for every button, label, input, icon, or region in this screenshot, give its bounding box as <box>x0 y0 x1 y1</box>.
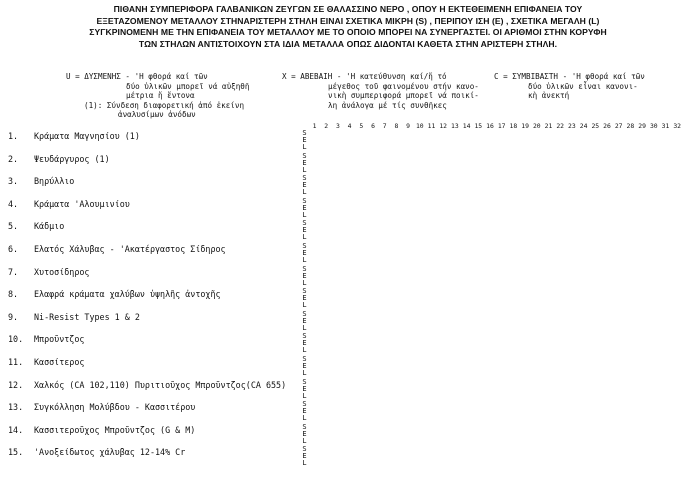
area-letter: L <box>302 165 307 174</box>
metal-name: Βηρύλλιο <box>34 176 75 187</box>
legend-x-line: λη ἀνάλογα μέ τίς συνθῆκες <box>328 100 447 110</box>
column-number: 5 <box>359 122 364 130</box>
legend-u-line: μέτρια ἤ ἔντονα <box>126 91 195 101</box>
area-letter: E <box>302 452 307 461</box>
area-letter: E <box>302 158 307 167</box>
area-letter: S <box>302 174 307 183</box>
metal-number: 11. <box>8 357 24 367</box>
metal-number: 10. <box>8 334 24 345</box>
column-number: 26 <box>603 122 611 130</box>
metal-number: 1. <box>8 131 19 141</box>
metal-row <box>8 402 195 412</box>
column-number: 15 <box>474 122 483 130</box>
column-number: 24 <box>579 122 588 130</box>
column-number: 6 <box>371 122 375 130</box>
column-number: 21 <box>544 122 553 130</box>
metal-row <box>8 176 74 186</box>
column-number: 28 <box>626 122 635 130</box>
legend-c <box>494 72 645 101</box>
area-letter: S <box>302 129 307 137</box>
area-letter: S <box>302 355 307 363</box>
column-number: 2 <box>324 122 329 130</box>
metal-number: 6. <box>8 244 19 254</box>
legend-x-line: X = ΑΒΕΒΑΙΗ - 'Η κατεύθυνση καί/ἤ τό <box>282 72 447 81</box>
metal-row <box>8 289 221 299</box>
metal-name: Μπροῦντζος <box>34 334 85 345</box>
metal-name: Κάδμιο <box>34 221 65 232</box>
area-letter: S <box>302 219 307 228</box>
column-number: 18 <box>509 122 518 130</box>
column-number: 8 <box>394 122 399 130</box>
metal-row <box>8 447 185 457</box>
area-letter: E <box>302 203 307 212</box>
area-letter: L <box>302 323 307 332</box>
area-letter: L <box>302 278 307 287</box>
metal-name: Ελαφρά κράματα χαλύβων ὑψηλῆς ἀντοχῆς <box>34 289 221 300</box>
area-letter: E <box>302 181 307 190</box>
column-number: 19 <box>521 122 529 130</box>
column-number: 4 <box>347 122 352 130</box>
legend-x-line: μέγεθος τοῦ φαινομένου στήν κανο- <box>328 81 479 91</box>
area-letter: S <box>302 422 307 431</box>
metal-name: Ελατός Χάλυβας - 'Ακατέργαστος Σίδηρος <box>34 244 226 254</box>
metal-row <box>8 199 130 209</box>
metal-row <box>8 267 89 277</box>
area-letter: L <box>302 436 307 445</box>
area-letter: L <box>302 188 307 197</box>
metal-row <box>8 357 84 367</box>
legend-u-line: δύο ὑλικῶν μπορεῖ νά αὐξηθῆ <box>126 81 250 91</box>
header-line-1: ΠΙΘΑΝΗ ΣΥΜΠΕΡΙΦΟΡΑ ΓΑΛΒΑΝΙΚΩΝ ΖΕΥΓΩΝ ΣΕ ΘΑΛΑΣΣΙΝΟ ΝΕΡΟ , ΟΠΟΥ Η ΕΚΤΕΘΕΙΜΕΝΗ ΕΠΙΦΑΝΕΙΑ ΤΟΥ <box>113 4 583 14</box>
column-number: 23 <box>568 122 576 130</box>
column-number: 9 <box>406 122 411 130</box>
legend-u-line: ἀναλυσίμων ἀνόδων <box>118 110 196 120</box>
area-letter: E <box>302 384 307 393</box>
metal-number: 15. <box>8 447 24 458</box>
area-letter: S <box>302 332 307 341</box>
area-letter: E <box>302 407 307 416</box>
metal-name: 'Ανοξείδωτος χάλυβας 12-14% Cr <box>34 447 186 458</box>
area-letter: S <box>302 242 307 250</box>
legend-c-line: δύο ὑλικῶν εἶναι κανονι- <box>528 81 638 91</box>
metal-number: 14. <box>8 424 24 435</box>
column-number: 1 <box>312 122 317 130</box>
area-letter: E <box>302 316 307 325</box>
metal-number: 12. <box>8 379 24 390</box>
metal-number: 5. <box>8 221 19 232</box>
area-letter: E <box>302 136 307 144</box>
header-line-3: ΣΥΓΚΡΙΝΟΜΕΝΗ ΜΕ ΤΗΝ ΕΠΙΦΑΝΕΙΑ ΤΟΥ ΜΕΤΑΛΛΟΥ ΜΕ ΤΟ ΟΠΟΙΟ ΜΠΟΡΕΙ ΝΑ ΣΥΝΕΡΓΑΣΤΕΙ. ΟΙ ΑΡΙΘΜΟΙ ΣΤΗΝ ΚΟΡΥΦΗ <box>89 27 607 38</box>
area-letter: E <box>302 339 307 348</box>
area-letter: E <box>302 362 307 370</box>
metal-number: 4. <box>8 198 19 209</box>
area-letter: E <box>302 429 307 438</box>
area-letter: S <box>302 377 307 386</box>
area-letter: S <box>302 264 307 273</box>
area-letter: L <box>302 346 307 355</box>
column-number: 27 <box>614 122 623 130</box>
area-letter: L <box>302 414 307 423</box>
metal-row <box>8 312 140 322</box>
legend-c-line: κὴ ἀνεκτή <box>528 91 570 101</box>
metal-name: Κασσιτεροῦχος Μπροῦντζος (G & M) <box>34 424 196 435</box>
column-number: 11 <box>427 122 436 130</box>
area-letter: S <box>302 287 307 296</box>
metal-number: 3. <box>8 176 19 187</box>
legend-c-line: C = ΣΥΜΒΙΒΑΣΤΗ - 'Η φθορά καί τῶν <box>494 72 645 81</box>
area-letter: L <box>302 233 307 242</box>
area-letter: E <box>302 226 307 235</box>
area-letter: E <box>302 249 307 257</box>
legend-u <box>66 72 249 120</box>
area-letter: L <box>302 459 307 468</box>
column-number: 7 <box>382 122 387 130</box>
area-letter: S <box>302 196 307 205</box>
metal-name: Κράματα Μαγνησίου (1) <box>34 131 140 141</box>
metal-row <box>8 334 84 344</box>
metal-name: Κράματα 'Αλουμινίου <box>34 198 130 209</box>
column-number: 31 <box>661 122 670 130</box>
column-number: 22 <box>556 122 565 130</box>
column-number: 32 <box>673 122 682 130</box>
metal-name: Ψευδάργυρος (1) <box>34 153 110 164</box>
column-number: 3 <box>335 122 340 130</box>
area-letter: L <box>302 391 307 400</box>
metal-number: 13. <box>8 402 24 413</box>
area-letter: L <box>302 143 307 151</box>
metal-name: Χαλκός (CA 102,110) Πυριτιοῦχος Μπροῦντζος(CA 655) <box>34 379 287 390</box>
column-number: 12 <box>439 122 448 130</box>
metal-number: 8. <box>8 289 19 300</box>
document-header <box>6 4 690 50</box>
metal-number: 7. <box>8 266 19 277</box>
column-number: 14 <box>462 122 471 130</box>
metal-name: Συγκόλληση Μολύβδου - Κασσιτέρου <box>34 402 196 413</box>
metal-row <box>8 425 195 435</box>
area-letter: S <box>302 445 307 454</box>
area-letter: S <box>302 400 307 409</box>
area-letter: S <box>302 151 307 160</box>
metal-number: 2. <box>8 153 19 164</box>
column-number: 13 <box>451 122 459 130</box>
legend-x <box>282 72 479 110</box>
header-line-4: ΤΩΝ ΣΤΗΛΩΝ ΑΝΤΙΣΤΟΙΧΟΥΝ ΣΤΑ ΙΔΙΑ ΜΕΤΑΛΛΑ ΟΠΩΣ ΔΙΔΟΝΤΑΙ ΚΑΘΕΤΑ ΣΤΗΝ ΑΡΙΣΤΕΡΗ ΣΤΗΛΗ. <box>138 38 558 49</box>
metal-number: 9. <box>8 311 19 322</box>
metal-name: Χυτοσίδηρος <box>34 266 90 277</box>
area-letter: E <box>302 271 307 280</box>
column-number: 10 <box>415 122 424 130</box>
area-letter: L <box>302 369 307 377</box>
column-number: 30 <box>649 122 658 130</box>
area-letter: L <box>302 210 307 219</box>
legend-u-line: U = ΔΥΣΜΕΝΗΣ - 'Η φθορά καί τῶν <box>66 72 208 81</box>
area-letter: S <box>302 309 307 318</box>
legend-x-line: νικὴ συμπεριφορά μπορεῖ νά ποικί- <box>328 91 479 101</box>
header-line-2: ΕΞΕΤΑΖΟΜΕΝΟΥ ΜΕΤΑΛΛΟΥ ΣΤΗΝΑΡΙΣΤΕΡΗ ΣΤΗΛΗ ΕΙΝΑΙ ΣΧΕΤΙΚΑ ΜΙΚΡΗ (S) , ΠΕΡΙΠΟΥ ΙΣΗ (E) , ΣΧΕΤΙΚΑ ΜΕΓΑΛΗ (L) <box>96 15 600 26</box>
metal-name: Κασσίτερος <box>34 357 85 367</box>
legend-u-line: (1): Σύνδεση διαφορετική ἀπό ἐκείνη <box>84 100 245 110</box>
column-number: 20 <box>532 122 541 130</box>
metal-row <box>8 154 110 164</box>
area-letter: L <box>302 301 307 310</box>
metal-row <box>8 244 226 254</box>
area-letter: E <box>302 294 307 303</box>
column-number: 17 <box>497 122 506 130</box>
metal-row <box>8 131 140 141</box>
area-letter: L <box>302 256 307 264</box>
column-number: 25 <box>591 122 600 130</box>
metal-row <box>8 221 64 231</box>
metal-name: Ni-Resist Types 1 & 2 <box>34 311 140 322</box>
metal-row <box>8 380 286 390</box>
column-number: 16 <box>486 122 494 130</box>
column-number: 29 <box>638 122 646 130</box>
